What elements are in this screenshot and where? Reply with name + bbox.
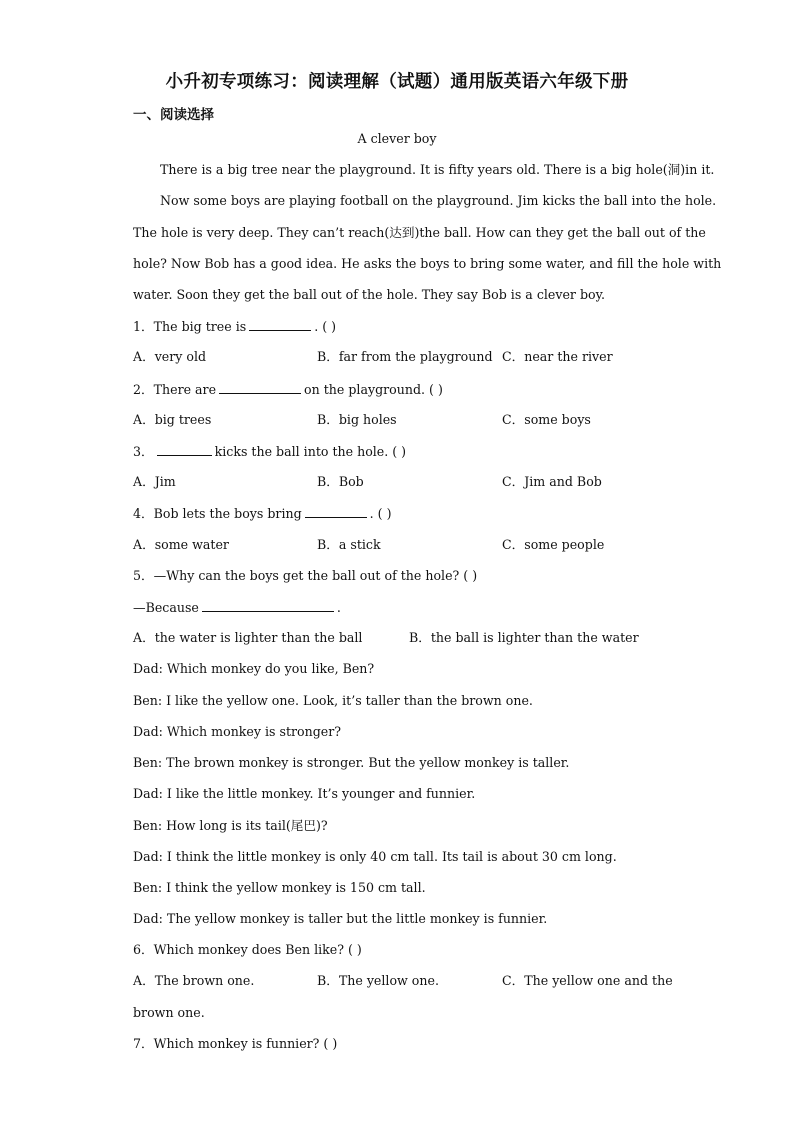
passage-line: There is a big tree near the playground. It is fifty years old. There is a big hole(洞)in it. [160,162,715,177]
dialogue-line: Ben: The brown monkey is stronger. But the yellow monkey is taller. [133,755,570,770]
question-stem: 1．The big tree is [133,319,247,334]
question-stem: 3． [133,444,154,459]
option-a[interactable]: A．Jim [133,474,176,489]
section-heading: 一、阅读选择 [133,107,214,123]
option-a[interactable]: A．big trees [133,412,212,427]
passage-line: The hole is very deep. They can’t reach(达到)the ball. How can they get the ball out of the [133,225,706,240]
option-a[interactable]: A．The brown one. [133,973,255,988]
question-7: 7．Which monkey is funnier? ( ) [133,1036,338,1051]
option-b[interactable]: B．The yellow one. [317,973,439,988]
dialogue-line: Ben: How long is its tail(尾巴)? [133,818,328,833]
question-4 [133,505,392,522]
dialogue-line: Ben: I think the yellow monkey is 150 cm tall. [133,880,426,895]
option-c[interactable]: C．The yellow one and the [502,973,673,988]
question-stem-end: on the playground. ( ) [304,382,443,397]
question-5: 5．—Why can the boys get the ball out of the hole? ( ) [133,568,478,583]
passage-line: Now some boys are playing football on the playground. Jim kicks the ball into the hole. [160,193,717,208]
dialogue-line: Dad: I think the little monkey is only 40 cm tall. Its tail is about 30 cm long. [133,849,617,864]
question-stem: 2．There are [133,382,217,397]
answer-blank[interactable] [305,505,367,518]
dialogue-line: Dad: Which monkey is stronger? [133,724,342,739]
option-b[interactable]: B．big holes [317,412,397,427]
option-c[interactable]: C．near the river [502,349,613,364]
because-end: . [336,600,341,615]
option-c-continued: brown one. [133,1005,205,1020]
option-c[interactable]: C．some boys [502,412,591,427]
option-c[interactable]: C．Jim and Bob [502,474,602,489]
question-2 [133,381,443,398]
question-stem-end: . ( ) [369,506,392,521]
answer-blank[interactable] [157,443,212,456]
dialogue-line: Ben: I like the yellow one. Look, it’s taller than the brown one. [133,693,533,708]
answer-blank[interactable] [202,599,334,612]
dialogue-line: Dad: I like the little monkey. It’s younger and funnier. [133,786,476,801]
option-a[interactable]: A．some water [133,537,229,552]
question-6: 6．Which monkey does Ben like? ( ) [133,942,362,957]
because-line [133,599,341,616]
question-stem-end: . ( ) [314,319,337,334]
option-a[interactable]: A．very old [133,349,207,364]
option-b[interactable]: B．Bob [317,474,364,489]
question-3 [133,443,406,460]
question-stem-end: kicks the ball into the hole. ( ) [214,444,407,459]
dialogue-line: Dad: The yellow monkey is taller but the little monkey is funnier. [133,911,548,926]
question-1 [133,318,336,335]
because-label: —Because [133,600,199,615]
option-b[interactable]: B．the ball is lighter than the water [409,630,639,645]
option-a[interactable]: A．the water is lighter than the ball [133,630,363,645]
passage-line: water. Soon they get the ball out of the hole. They say Bob is a clever boy. [133,287,606,302]
dialogue-line: Dad: Which monkey do you like, Ben? [133,661,375,676]
passage-title: A clever boy [357,131,437,146]
answer-blank[interactable] [219,381,301,394]
option-b[interactable]: B．a stick [317,537,381,552]
option-c[interactable]: C．some people [502,537,605,552]
question-stem: 4．Bob lets the boys bring [133,506,302,521]
passage-line: hole? Now Bob has a good idea. He asks the boys to bring some water, and fill the hole with [133,256,722,271]
option-b[interactable]: B．far from the playground [317,349,493,364]
answer-blank[interactable] [249,318,311,331]
page-title: 小升初专项练习：阅读理解（试题）通用版英语六年级下册 [165,72,629,92]
